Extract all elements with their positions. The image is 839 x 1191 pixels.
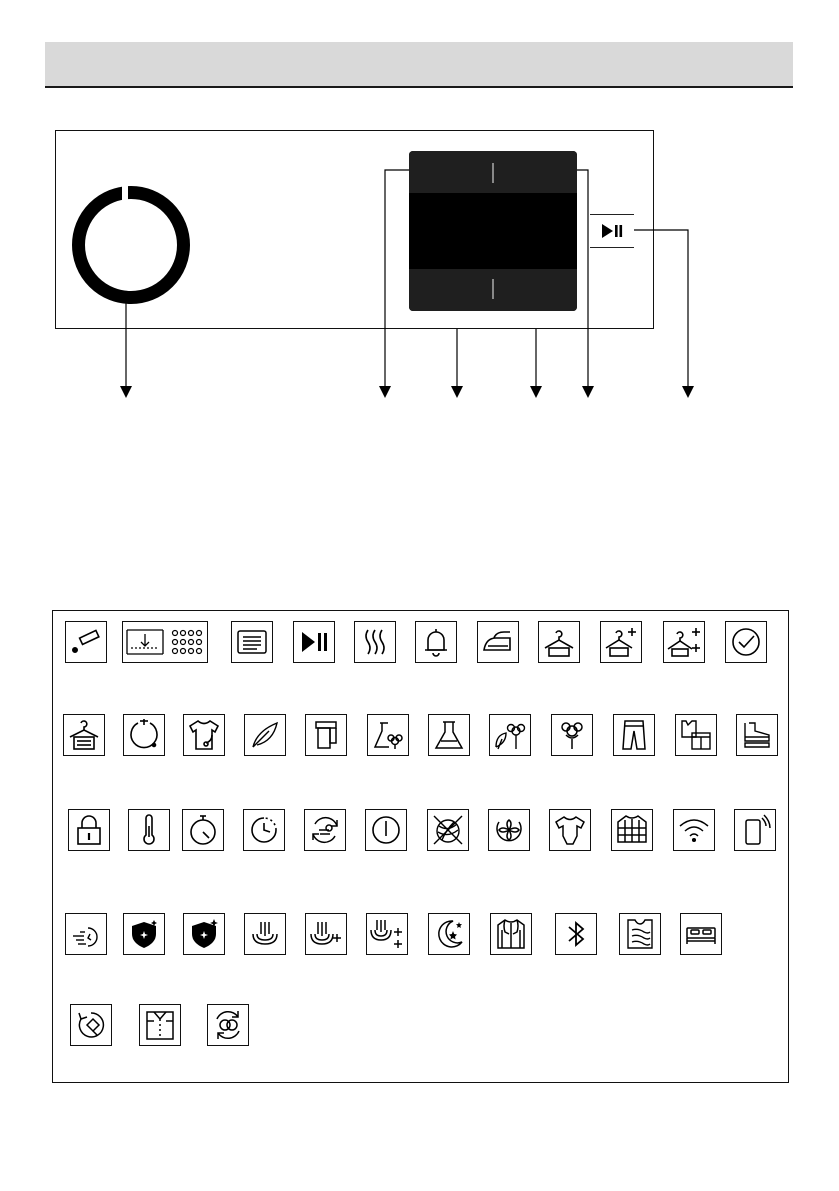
towel-icon: [305, 714, 347, 756]
callout-arrow-1: [120, 386, 132, 398]
callout-arrow-6: [682, 386, 694, 398]
prewash-plus-icon: [305, 913, 347, 955]
flask-cotton-icon: [367, 714, 409, 756]
prewash-plus-plus-icon: [366, 913, 408, 955]
bell-icon: [415, 621, 457, 663]
wifi-icon: [673, 809, 715, 851]
baby-clothes-icon: [549, 809, 591, 851]
jacket-icon: [490, 913, 532, 955]
bedding-icon: [680, 913, 722, 955]
thermometer-icon: [128, 809, 170, 851]
eco-cotton-icon: [489, 714, 531, 756]
flask-icon: [428, 714, 470, 756]
menu-lines-icon: [231, 621, 273, 663]
mixed-clothes-icon: [675, 714, 717, 756]
hanger-towel-icon: [63, 714, 105, 756]
quick-wash-icon: [65, 913, 107, 955]
down-jacket-icon: [611, 809, 653, 851]
callout-line-start: [634, 230, 688, 388]
shoes-icon: [736, 714, 778, 756]
callout-arrow-5: [582, 386, 594, 398]
callout-line-display-left: [385, 170, 409, 388]
callout-arrow-2: [379, 386, 391, 398]
hanger-plus-plus-icon: [663, 621, 705, 663]
rinse-spin-icon: [304, 809, 346, 851]
wool-icon: [427, 809, 469, 851]
hygiene-shield-plus-icon: [183, 913, 225, 955]
detergent-icon: [65, 621, 107, 663]
hanger-icon: [538, 621, 580, 663]
iron-icon: [477, 621, 519, 663]
self-clean-icon: [207, 1004, 249, 1046]
power-icon: [365, 809, 407, 851]
prewash-icon: [244, 913, 286, 955]
jeans-icon: [613, 714, 655, 756]
callout-arrow-3: [451, 386, 463, 398]
curtain-icon: [619, 913, 661, 955]
child-lock-icon: [68, 809, 110, 851]
symbol-legend-box: [52, 610, 789, 1083]
remote-phone-icon: [734, 809, 776, 851]
drum-clean-icon: [70, 1004, 112, 1046]
shirt-stain-icon: [183, 714, 225, 756]
callout-lines: [0, 0, 839, 420]
night-mode-icon: [428, 913, 470, 955]
play-pause-icon: [293, 621, 335, 663]
shirt-icon: [139, 1004, 181, 1046]
delay-end-icon: [243, 809, 285, 851]
hygiene-shield-icon: [123, 913, 165, 955]
cotton-icon: [551, 714, 593, 756]
timer-icon: [182, 809, 224, 851]
drum-light-icon: [123, 714, 165, 756]
hanger-plus-icon: [600, 621, 642, 663]
check-circle-icon: [725, 621, 767, 663]
spin-fan-icon: [488, 809, 530, 851]
water-level-dots-icon: [122, 621, 208, 663]
bluetooth-icon: [555, 913, 597, 955]
callout-line-display-far-right: [577, 170, 588, 388]
callout-arrow-4: [530, 386, 542, 398]
steam-icon: [354, 621, 396, 663]
feather-icon: [244, 714, 286, 756]
